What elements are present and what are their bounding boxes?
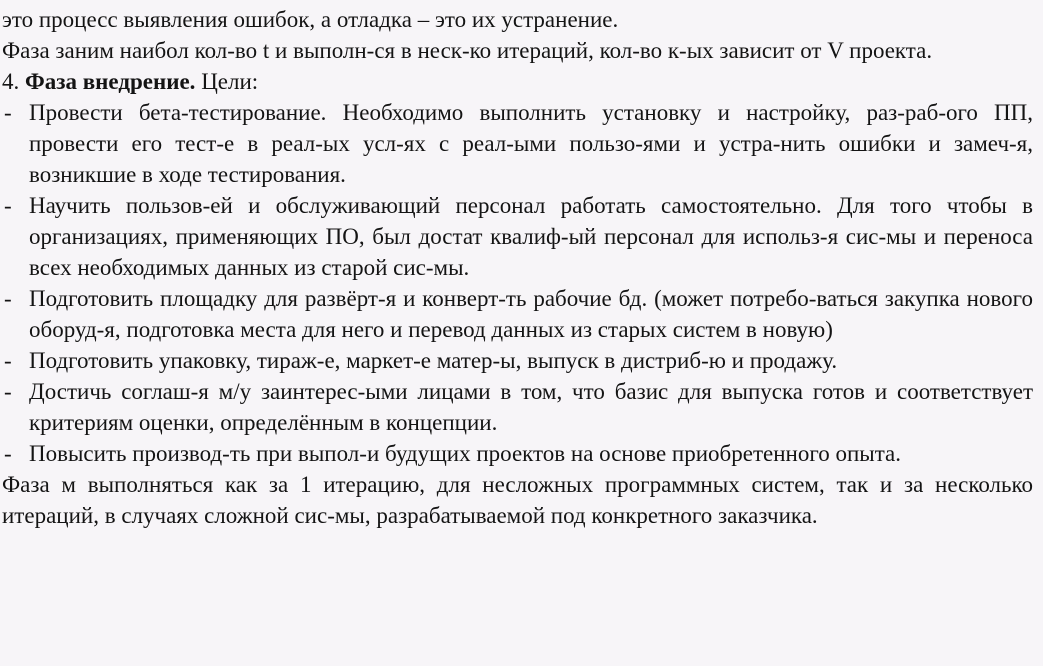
bullet-dash: - — [4, 286, 12, 311]
list-item — [2, 283, 1033, 345]
bullet-dash: - — [4, 100, 12, 125]
phase-iterations-paragraph: Фаза м выполняться как за 1 итерацию, для несложных программных систем, так и за несколько итераций, в случаях сложной сис-мы, разрабатываемой под конкретного заказчика. — [2, 472, 1033, 528]
section-goals-label: Цели: — [201, 69, 259, 94]
intro-tail-line: это процесс выявления ошибок, а отладка – это их устранение. — [2, 7, 619, 32]
list-item-text: Научить пользов-ей и обслуживающий персонал работать самостоятельно. Для того чтобы в организациях, применяющих ПО, был достат квалиф-ый персонал для использ-я сис-мы и переноса всех необходимых данных из старой сис-мы. — [29, 193, 1033, 280]
section-number: 4. — [2, 69, 20, 94]
section-title: Фаза внедрение. — [25, 69, 196, 94]
section-heading — [2, 66, 1033, 97]
phase-duration-paragraph: Фаза заним наибол кол-во t и выполн-ся в неск-ко итераций, кол-во к-ых зависит от V проекта. — [2, 38, 933, 63]
list-item-text: Провести бета-тестирование. Необходимо выполнить установку и настройку, раз-раб-ого ПП, провести его тест-е в реал-ых усл-ях с реал-ыми пользо-ями и устра-нить ошибки и замеч-я, возникшие в ходе тестирования. — [29, 100, 1033, 187]
bullet-dash: - — [4, 348, 12, 373]
list-item-text: Повысить производ-ть при выпол-и будущих проектов на основе приобретенного опыта. — [29, 441, 901, 466]
list-item-text: Подготовить площадку для развёрт-я и конверт-ть рабочие бд. (может потребо-ваться закупка нового оборуд-я, подготовка места для него и перевод данных из старых систем в новую) — [29, 286, 1033, 342]
list-item-text: Подготовить упаковку, тираж-е, маркет-е матер-ы, выпуск в дистриб-ю и продажу. — [29, 348, 838, 373]
bullet-dash: - — [4, 379, 12, 404]
list-item — [2, 345, 1033, 376]
bullet-dash: - — [4, 193, 12, 218]
goals-list — [2, 97, 1033, 469]
list-item-text: Достичь соглаш-я м/у заинтерес-ыми лицами в том, что базис для выпуска готов и соответствует критериям оценки, определённым в концепции. — [29, 379, 1033, 435]
bullet-dash: - — [4, 441, 12, 466]
list-item — [2, 190, 1033, 283]
list-item — [2, 376, 1033, 438]
list-item — [2, 97, 1033, 190]
list-item — [2, 438, 1033, 469]
